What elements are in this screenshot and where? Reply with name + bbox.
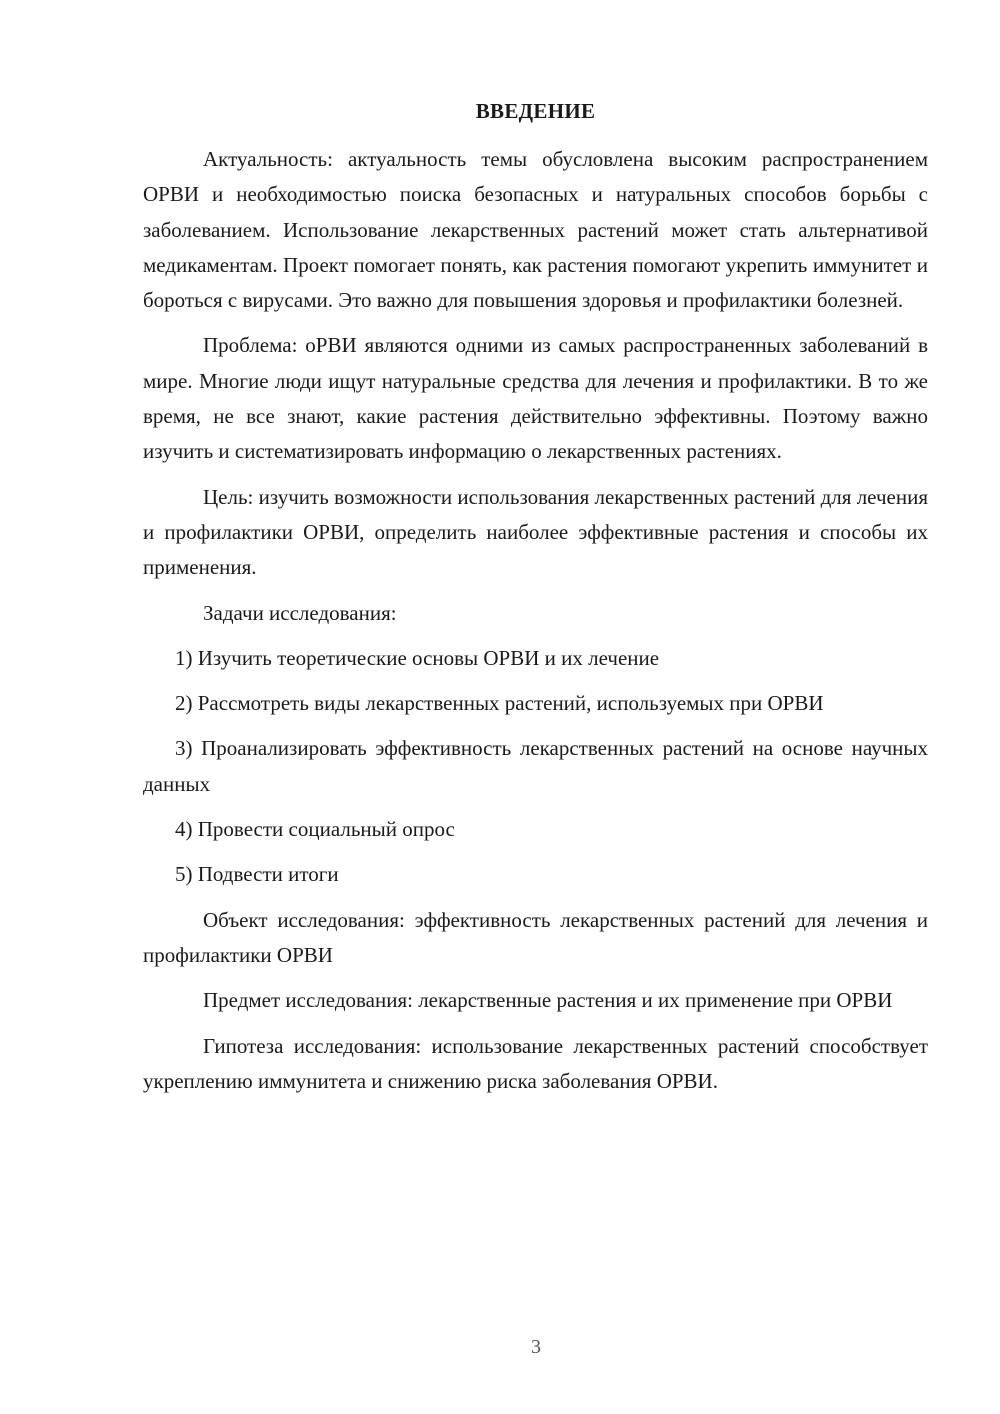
paragraph-problem: Проблема: оРВИ являются одними из самых распространенных заболеваний в мире. Многие люди ищут натуральные средства для лечения и профилактики. В то же время, не все знают, какие растения действительно эффективны. Поэтому важно изучить и систематизировать информацию о лекарственных растениях. <box>143 333 928 464</box>
task-item-1: 1) Изучить теоретические основы ОРВИ и их лечение <box>175 645 660 670</box>
tasks-heading: Задачи исследования: <box>203 600 397 625</box>
page-title: ВВЕДЕНИЕ <box>475 99 596 123</box>
task-item-3: 3) Проанализировать эффективность лекарственных растений на основе научных данных <box>143 736 928 796</box>
page-number: 3 <box>531 1336 541 1358</box>
paragraph-subject: Предмет исследования: лекарственные растения и их применение при ОРВИ <box>203 988 893 1013</box>
document-body <box>143 142 928 1109</box>
task-item-2: 2) Рассмотреть виды лекарственных растений, используемых при ОРВИ <box>175 691 824 716</box>
paragraph-goal: Цель: изучить возможности использования лекарственных растений для лечения и профилактики ОРВИ, определить наиболее эффективные растения и способы их применения. <box>143 484 928 580</box>
paragraph-hypothesis: Гипотеза исследования: использование лекарственных растений способствует укреплению иммунитета и снижению риска заболевания ОРВИ. <box>143 1033 928 1093</box>
paragraph-relevance: Актуальность: актуальность темы обусловлена высоким распространением ОРВИ и необходимостью поиска безопасных и натуральных способов борьбы с заболеванием. Использование лекарственных растений может стать альтернативой медикаментам. Проект помогает понять, как растения помогают укрепить иммунитет и бороться с вирусами. Это важно для повышения здоровья и профилактики болезней. <box>143 147 928 313</box>
paragraph-object: Объект исследования: эффективность лекарственных растений для лечения и профилактики ОРВИ <box>143 907 928 967</box>
task-item-4: 4) Провести социальный опрос <box>175 817 455 842</box>
task-item-5: 5) Подвести итоги <box>175 862 339 887</box>
